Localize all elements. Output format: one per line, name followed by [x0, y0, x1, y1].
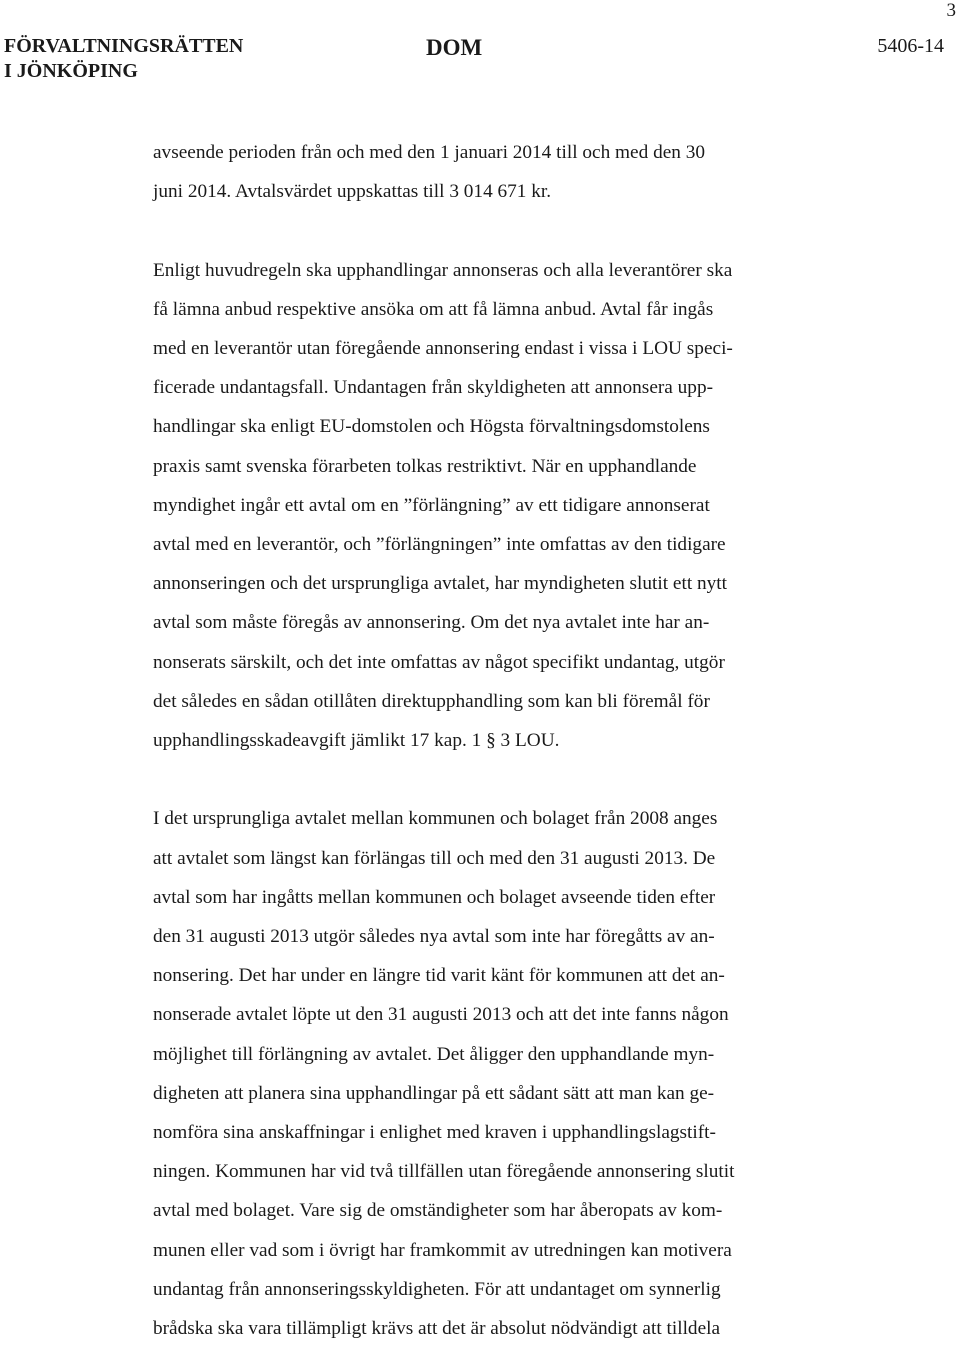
text-line: handlingar ska enligt EU-domstolen och Högsta förvaltningsdomstolens — [153, 416, 710, 438]
text-line: avtal med bolaget. Vare sig de omständigheter som har åberopats av kom- — [153, 1200, 723, 1222]
court-name-line-1: FÖRVALTNINGSRÄTTEN — [4, 35, 244, 57]
text-line: nonserats särskilt, och det inte omfattas av något specifikt undantag, utgör — [153, 651, 725, 673]
page-number: 3 — [946, 0, 956, 21]
text-line: digheten att planera sina upphandlingar på ett sådant sätt att man kan ge- — [153, 1082, 715, 1104]
court-name-line-2: I JÖNKÖPING — [4, 60, 138, 82]
document-type: DOM — [426, 35, 483, 60]
text-line: myndighet ingår ett avtal om en ”förlängning” av ett tidigare annonserat — [153, 494, 710, 516]
text-line: juni 2014. Avtalsvärdet uppskattas till 3 014 671 kr. — [153, 181, 552, 203]
text-line: den 31 augusti 2013 utgör således nya avtal som inte har föregåtts av an- — [153, 926, 715, 948]
text-line: upphandlingsskadeavgift jämlikt 17 kap. 1 § 3 LOU. — [153, 730, 560, 752]
paragraph-3 — [153, 799, 843, 1348]
paragraph-2 — [153, 251, 843, 761]
text-line: avtal med en leverantör, och ”förlängningen” inte omfattas av den tidigare — [153, 534, 726, 556]
text-line: möjlighet till förlängning av avtalet. Det åligger den upphandlande myn- — [153, 1043, 715, 1065]
text-line: avseende perioden från och med den 1 januari 2014 till och med den 30 — [153, 142, 706, 163]
paragraph-1 — [153, 133, 843, 211]
text-line: Enligt huvudregeln ska upphandlingar annonseras och alla leverantörer ska — [153, 259, 733, 281]
text-line: praxis samt svenska förarbeten tolkas restriktivt. När en upphandlande — [153, 455, 697, 477]
text-line: det således en sådan otillåten direktupphandling som kan bli föremål för — [153, 690, 710, 712]
text-line: brådska ska vara tillämpligt krävs att det är absolut nödvändigt att tilldela — [153, 1318, 721, 1340]
text-line: annonseringen och det ursprungliga avtalet, har myndigheten slutit ett nytt — [153, 573, 728, 595]
text-line: att avtalet som längst kan förlängas till och med den 31 augusti 2013. De — [153, 847, 716, 869]
text-line: munen eller vad som i övrigt har framkommit av utredningen kan motivera — [153, 1239, 732, 1261]
text-line: undantag från annonseringsskyldigheten. För att undantaget om synnerlig — [153, 1278, 721, 1300]
text-line: avtal som har ingåtts mellan kommunen och bolaget avseende tiden efter — [153, 886, 716, 908]
text-line: ficerade undantagsfall. Undantagen från skyldigheten att annonsera upp- — [153, 377, 714, 399]
text-line: nomföra sina anskaffningar i enlighet med kraven i upphandlingslagstift- — [153, 1122, 716, 1144]
text-line: nonsering. Det har under en längre tid varit känt för kommunen att det an- — [153, 965, 725, 987]
document-body — [153, 133, 843, 1348]
text-line: I det ursprungliga avtalet mellan kommunen och bolaget från 2008 anges — [153, 808, 718, 830]
text-line: avtal som måste föregås av annonsering. Om det nya avtalet inte har an- — [153, 612, 710, 634]
text-line: ningen. Kommunen har vid två tillfällen utan föregående annonsering slutit — [153, 1161, 735, 1183]
text-line: med en leverantör utan föregående annonsering endast i vissa i LOU speci- — [153, 338, 733, 359]
case-number: 5406-14 — [877, 35, 944, 57]
text-line: nonserade avtalet löpte ut den 31 augusti 2013 och att det inte fanns någon — [153, 1004, 729, 1026]
document-header — [4, 34, 944, 90]
court-name — [4, 34, 243, 84]
text-line: få lämna anbud respektive ansöka om att få lämna anbud. Avtal får ingås — [153, 298, 714, 320]
